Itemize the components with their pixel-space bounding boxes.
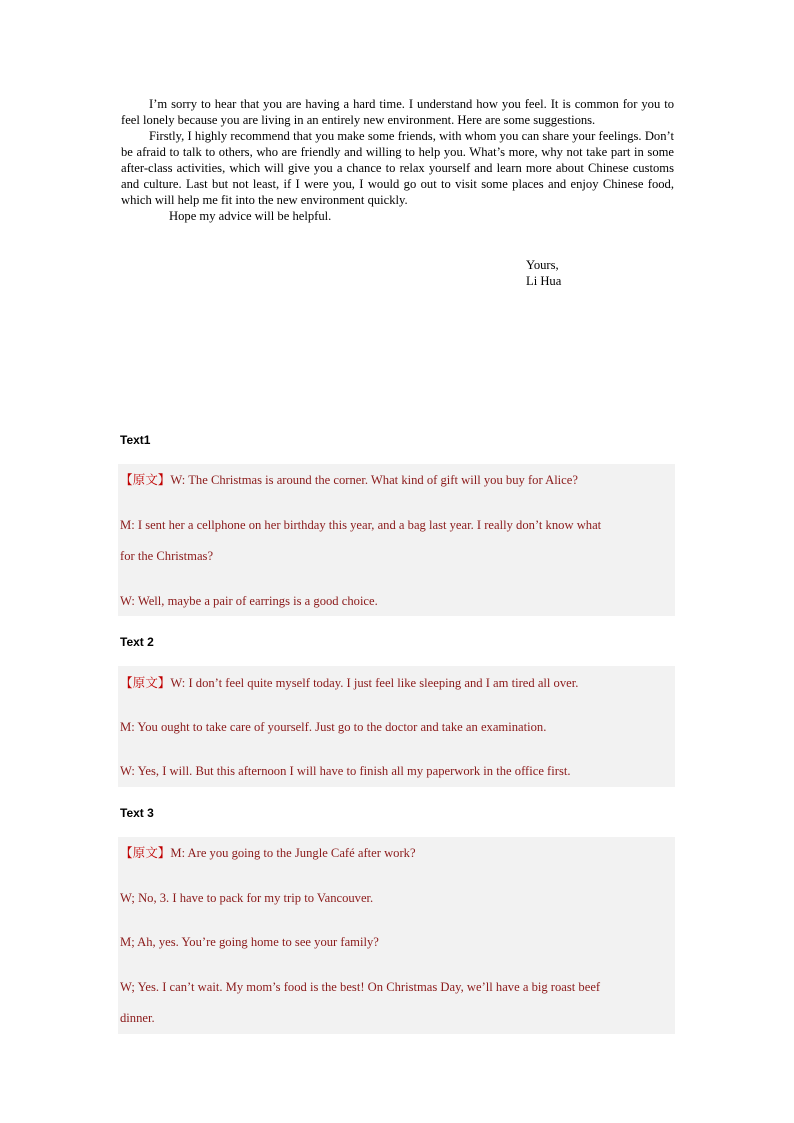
transcript-line: M: You ought to take care of yourself. Just go to the doctor and take an examination. [120, 720, 547, 734]
letter-paragraph: I’m sorry to hear that you are having a hard time. I understand how you feel. It is common for you to feel lonely because you are living in an entirely new environment. Here are some suggestions. [121, 97, 674, 127]
source-tag: 【原文】 [120, 846, 171, 860]
transcript-line: W: Well, maybe a pair of earrings is a good choice. [120, 594, 378, 608]
section-heading: Text 3 [120, 806, 154, 820]
transcript-line: M; Ah, yes. You’re going home to see your family? [120, 935, 379, 949]
letter-paragraph: Firstly, I highly recommend that you make some friends, with whom you can share your feelings. Don’t be afraid to talk to others, who are friendly and willing to help you. What’s more, why not take part in some after-class activities, which will give you a chance to relax yourself and learn more about Chinese customs and culture. Last but not least, if I were you, I would go out to visit some places and enjoy Chinese food, which will help me fit into the new environment quickly. [121, 129, 674, 207]
transcript-line: 【原文】W: I don’t feel quite myself today. I just feel like sleeping and I am tired all over. [120, 676, 579, 690]
source-tag: 【原文】 [120, 676, 171, 690]
transcript-line: W; No, 3. I have to pack for my trip to Vancouver. [120, 891, 374, 905]
transcript-block [118, 666, 675, 787]
transcript-block [118, 464, 675, 616]
transcript-block [118, 837, 675, 1034]
transcript-line: 【原文】M: Are you going to the Jungle Café after work? [120, 846, 416, 860]
transcript-line: for the Christmas? [120, 549, 214, 563]
transcript-line: W: Yes, I will. But this afternoon I will have to finish all my paperwork in the office first. [120, 764, 571, 778]
section-heading: Text 2 [120, 635, 154, 649]
closing-phrase: Yours, [526, 258, 559, 272]
transcript-line: M: I sent her a cellphone on her birthday this year, and a bag last year. I really don’t know what [120, 518, 602, 532]
letter [121, 96, 674, 224]
source-tag: 【原文】 [120, 473, 171, 487]
letter-paragraph: Hope my advice will be helpful. [169, 209, 332, 223]
transcript-line: W; Yes. I can’t wait. My mom’s food is the best! On Christmas Day, we’ll have a big roast beef [120, 980, 601, 994]
section-heading: Text1 [120, 433, 151, 447]
signature: Li Hua [526, 274, 562, 288]
letter-closing [526, 257, 561, 289]
transcript-line: dinner. [120, 1011, 155, 1025]
transcript-line: 【原文】W: The Christmas is around the corner. What kind of gift will you buy for Alice? [120, 473, 578, 487]
